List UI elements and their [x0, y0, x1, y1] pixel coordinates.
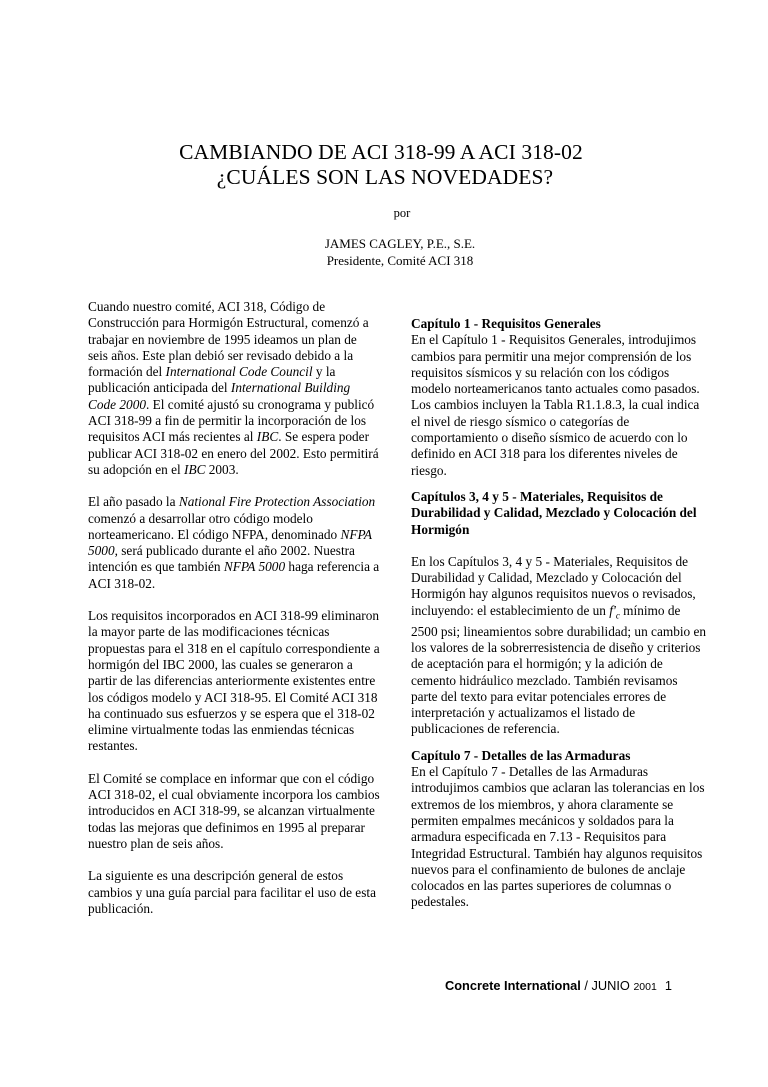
footer-separator: /: [580, 978, 592, 993]
section-body-cap1: En el Capítulo 1 - Requisitos Generales, introdujimos cambios para permitir una mejor comprensión de los requisitos sísmicos y su relación con los códigos modelo norteamericanos tanto actuales como pasados. Los cambios incluyen la Tabla R1.1.8.3, la cual indica el nivel de riesgo sísmico o categorías de comportamiento o diseño sísmico de acuerdo con lo definido en ACI 318 para los diferentes niveles de riesgo.: [411, 332, 700, 478]
section-heading-cap345: Capítulos 3, 4 y 5 - Materiales, Requisitos de Durabilidad y Calidad, Mezclado y Colocación del Hormigón: [411, 488, 697, 537]
paragraph-requisitos: Los requisitos incorporados en ACI 318-99 eliminaron la mayor parte de las modificaciones técnicas propuestas para el 318 en el capítulo correspondiente a hormigón del IBC 2000, las cuales se generaron a partir de las diferencias anteriormente existentes entre los códigos modelo y ACI 318-95. El Comité ACI 318 ha continuado sus esfuerzos y se espera que el 318-02 elimine virtualmente todas las enmiendas técnicas restantes.: [88, 608, 380, 754]
author-role: Presidente, Comité ACI 318: [326, 253, 474, 268]
page-footer: [445, 978, 672, 993]
paragraph-comite: El Comité se complace en informar que con el código ACI 318-02, el cual obviamente incorpora los cambios introducidos en ACI 318-99, se alcanzan virtualmente todas las mejoras que definimos en 1995 al preparar nuestro plan de seis años.: [88, 770, 380, 851]
section-heading-cap7: Capítulo 7 - Detalles de las Armaduras: [411, 747, 631, 763]
left-column: [88, 299, 380, 917]
title-line-2: ¿CUÁLES SON LAS NOVEDADES?: [216, 165, 554, 189]
title-line-1: CAMBIANDO DE ACI 318-99 A ACI 318-02: [179, 140, 583, 164]
right-column: [411, 316, 707, 911]
section-body-cap345: En los Capítulos 3, 4 y 5 - Materiales, Requisitos de Durabilidad y Calidad, Mezclado y Colocación del Hormigón hay algunos requisitos nuevos o revisados, incluyendo: el establecimiento de un $f'_c$ mínimo de 2500 psi; lineamientos sobre durabilidad; un cambio en los valores de la sobrerresistencia de diseño y criterios de aceptación para el hormigón; y la adición de cemento hidráulico mezclado. También revisamos parte del texto para evitar potenciales errores de interpretación y actualizamos el listado de publicaciones de referencia.: [411, 553, 707, 737]
author-name: JAMES CAGLEY, P.E., S.E.: [324, 236, 476, 251]
paragraph-descripcion: La siguiente es una descripción general de estos cambios y una guía parcial para facilitar el uso de esta publicación.: [88, 868, 376, 916]
paragraph-intro: Cuando nuestro comité, ACI 318, Código de Construcción para Hormigón Estructural, comenzó a trabajar en noviembre de 1995 ideamos un plan de seis años. Este plan debió ser revisado debido a la formación del International Code Council y la publicación anticipada del International Building Code 2000. El comité ajustó su cronograma y publicó ACI 318-99 a fin de permitir la incorporación de los requisitos ACI más recientes al IBC. Se espera poder publicar ACI 318-02 en enero del 2002. Esto permitirá su adopción en el IBC 2003.: [88, 299, 379, 477]
page-number: 1: [664, 978, 672, 993]
section-heading-cap1: Capítulo 1 - Requisitos Generales: [411, 316, 601, 331]
footer-journal-name: Concrete International: [445, 978, 581, 993]
section-body-cap7: En el Capítulo 7 - Detalles de las Armaduras introdujimos cambios que aclaran las tolerancias en los extremos de los miembros, y ahora claramente se permiten empalmes mecánicos y soldados para la armadura especificada en 7.13 - Requisitos para Integridad Estructural. También hay algunos requisitos nuevos para el confinamiento de bulones de anclaje colocados en las partes superiores de columnas o pedestales.: [411, 764, 705, 910]
byline-por: por: [393, 206, 411, 220]
paragraph-nfpa: El año pasado la National Fire Protection Association comenzó a desarrollar otro código modelo norteamericano. El código NFPA, denominado NFPA 5000, será publicado durante el año 2002. Nuestra intención es que también NFPA 5000 haga referencia a ACI 318-02.: [88, 494, 380, 591]
footer-month: JUNIO: [591, 978, 630, 993]
footer-year: 2001: [633, 981, 657, 993]
